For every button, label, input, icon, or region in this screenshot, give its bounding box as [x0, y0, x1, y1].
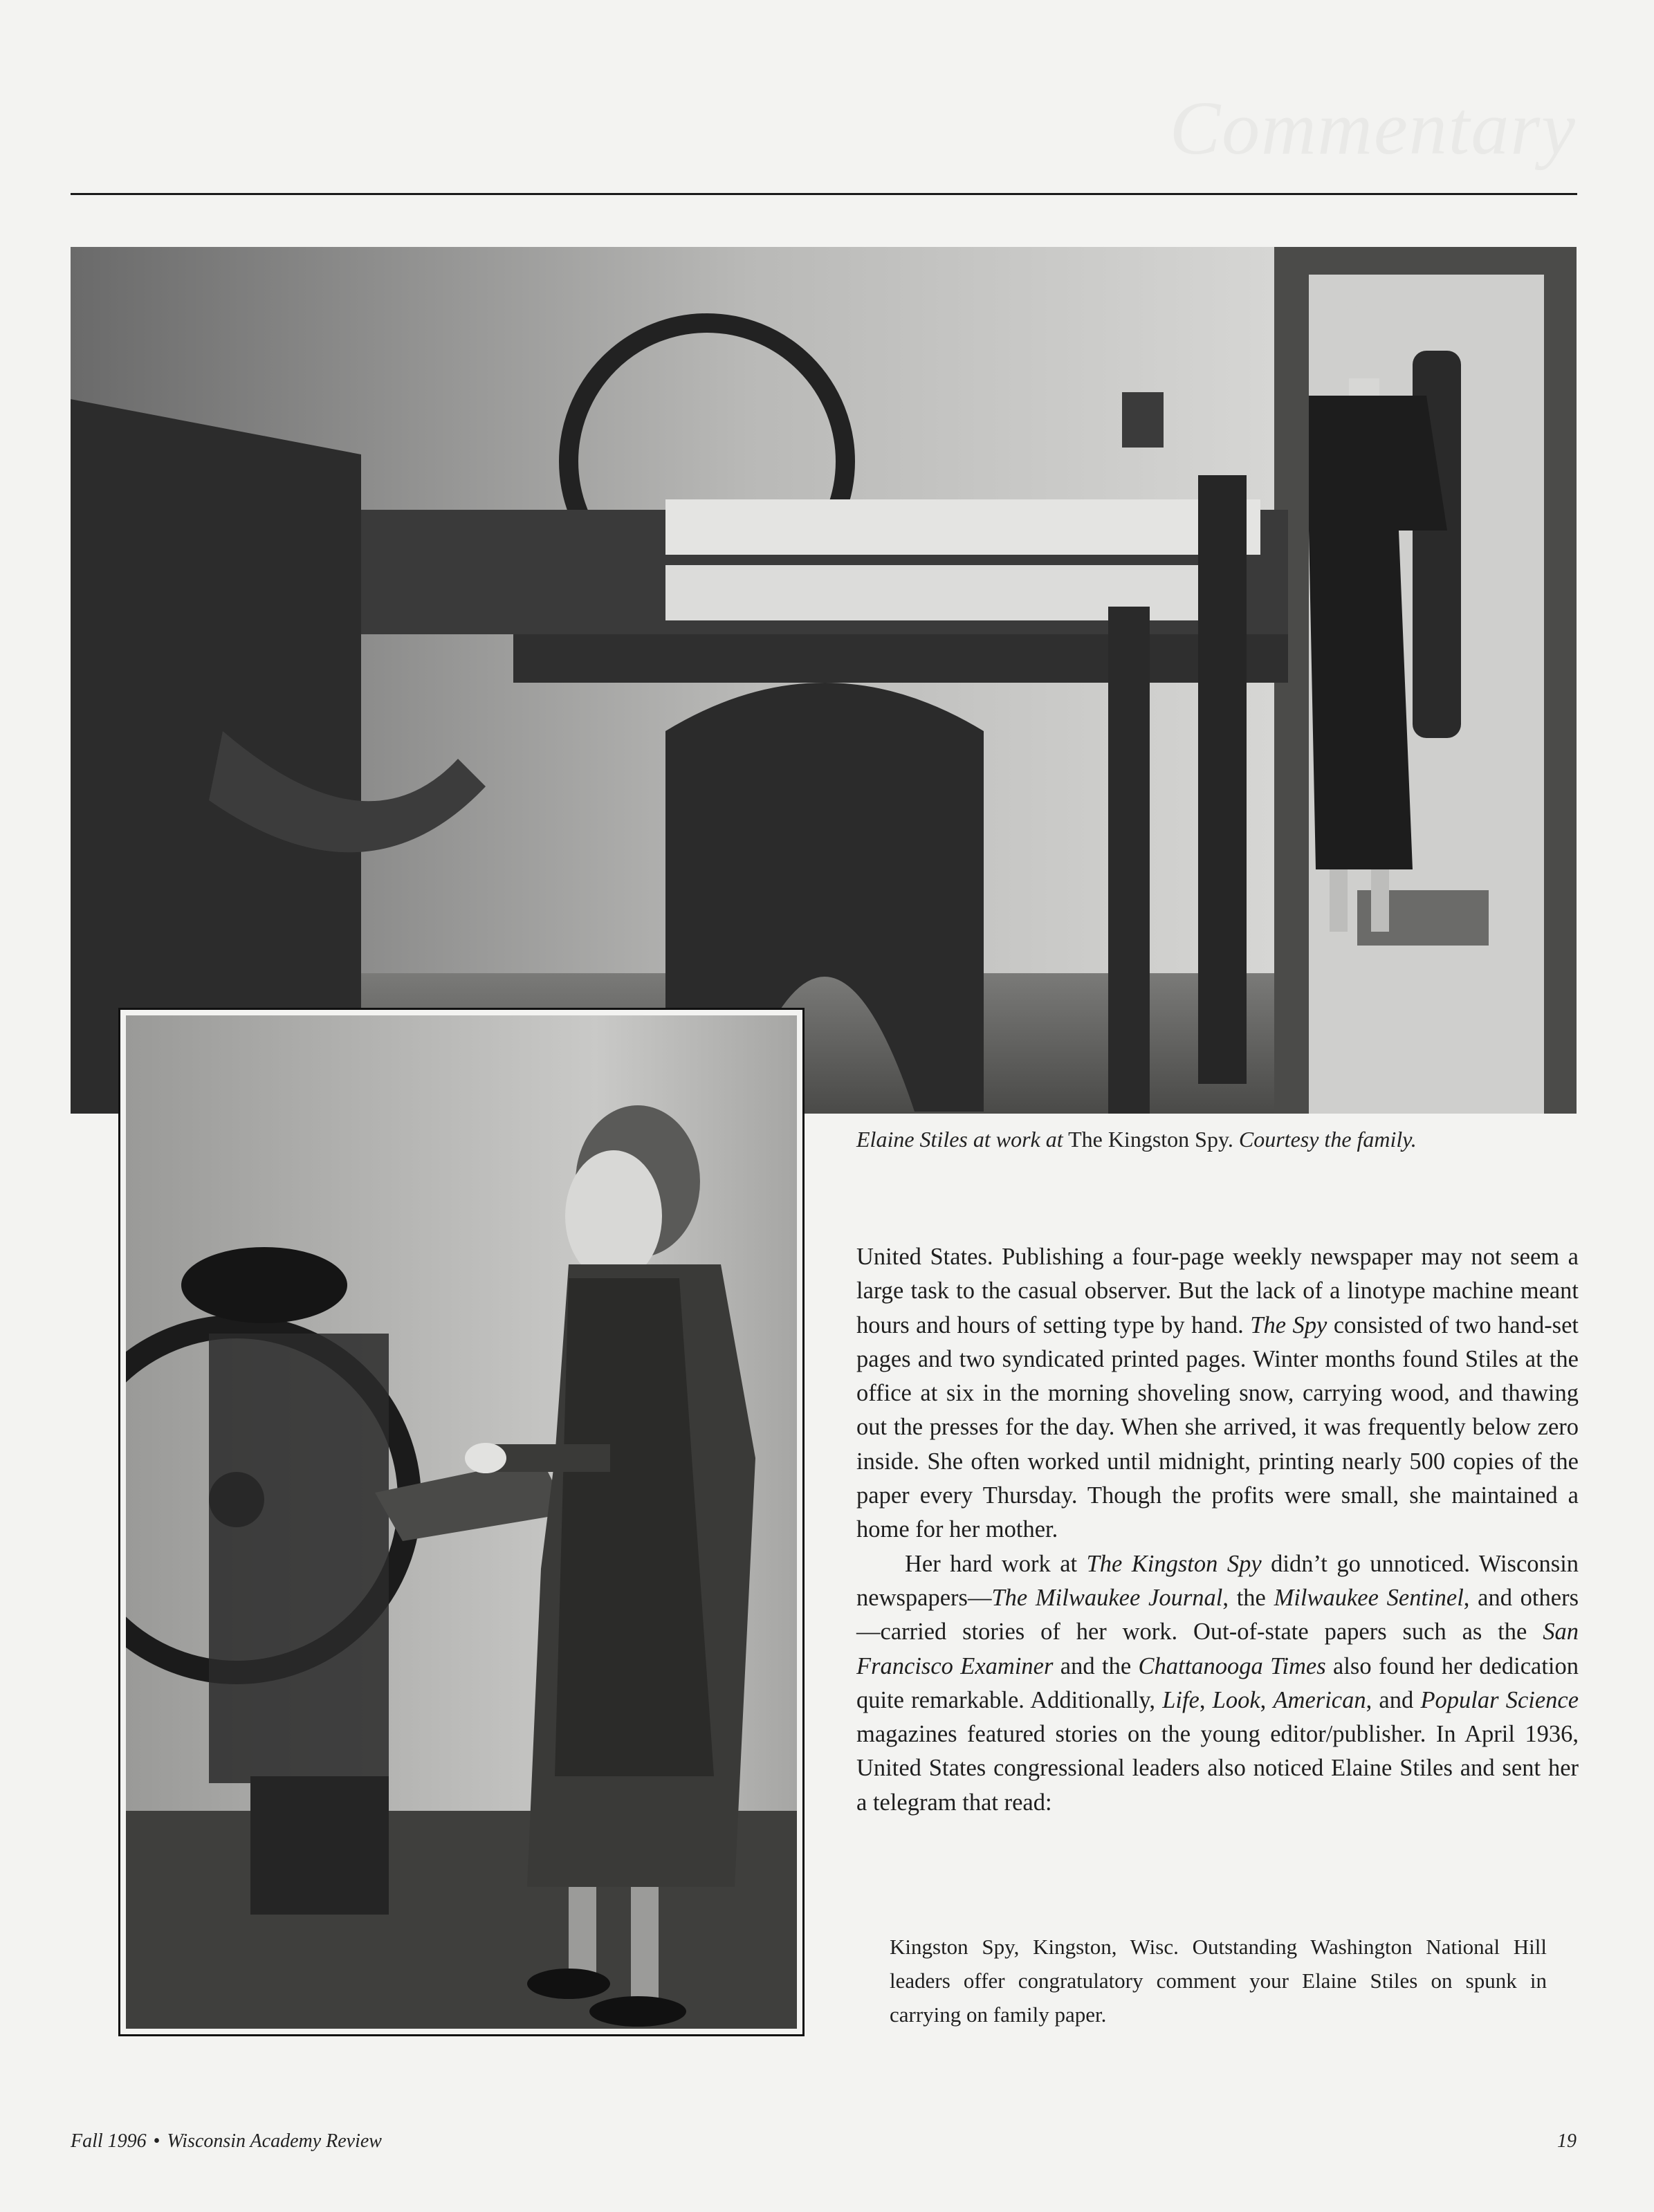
caption-subject: Elaine Stiles at work at	[856, 1127, 1063, 1152]
section-title: Commentary	[1169, 86, 1577, 170]
paragraph-2: Her hard work at The Kingston Spy didn’t go unnoticed. Wisconsin newspapers—The Milwaukee Journal, the Milwaukee Sentinel, and others—carried stories of her work. Out-of-state papers such as the San Francisco Examiner and the Chattanooga Times also found her dedication quite remarkable. Additionally, Life, Look, American, and Popular Science magazines featured stories on the young editor/publisher. In April 1936, United States congressional leaders also noticed Elaine Stiles and sent her a telegram that read:	[856, 1550, 1579, 1816]
footer-bullet: •	[153, 2130, 160, 2152]
article-body	[856, 1240, 1579, 1820]
press-room-photo	[71, 247, 1577, 1114]
footer-issue	[71, 2130, 382, 2153]
header-rule	[71, 193, 1577, 195]
photo-caption	[856, 1124, 1417, 1154]
issue-date: Fall 1996	[71, 2130, 147, 2152]
platen-press-photo	[120, 1010, 802, 2034]
caption-credit: Courtesy the family.	[1238, 1127, 1417, 1152]
page-number: 19	[1557, 2130, 1577, 2152]
caption-newspaper: The Kingston Spy.	[1068, 1127, 1233, 1152]
publication-name: Wisconsin Academy Review	[167, 2130, 382, 2152]
paragraph-1: United States. Publishing a four-page weekly newspaper may not seem a large task to the casual observer. But the lack of a linotype machine meant hours and hours of setting type by hand. The Spy consisted of two hand-set pages and two syndicated printed pages. Winter months found Stiles at the office at six in the morning shoveling snow, carrying wood, and thawing out the presses for the day. When she arrived, it was frequently below zero inside. She often worked until midnight, printing nearly 500 copies of the paper every Thursday. Though the profits were small, she maintained a home for her mother.	[856, 1244, 1579, 1543]
telegram-quote: Kingston Spy, Kingston, Wisc. Outstanding Washington National Hill leaders offer congratulatory comment your Elaine Stiles on spunk in carrying on family paper.	[890, 1935, 1547, 2027]
